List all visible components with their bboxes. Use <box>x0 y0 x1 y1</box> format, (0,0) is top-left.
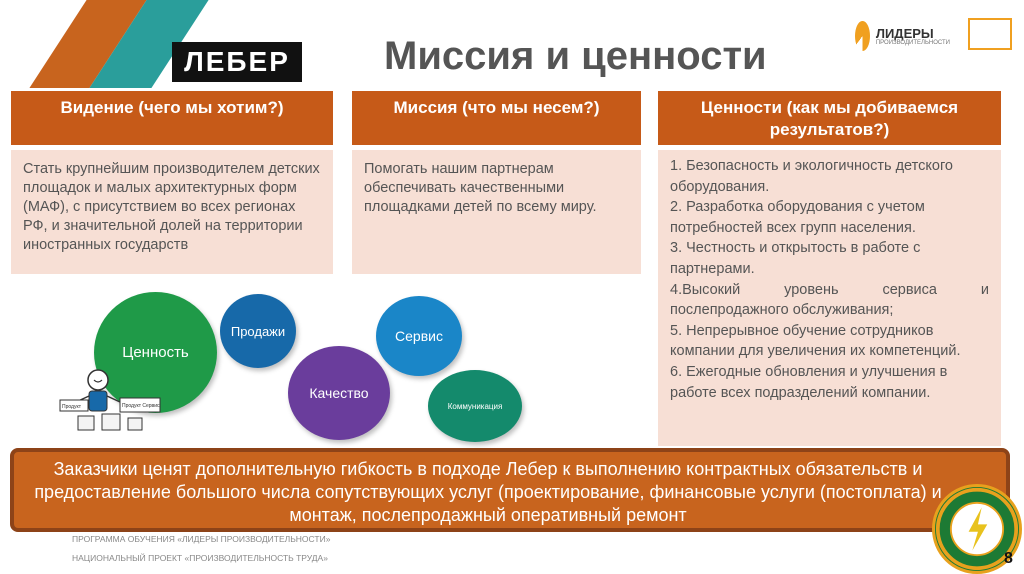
values-item: 6. Ежегодные обновления и улучшения в работе всех подразделений компании. <box>670 363 948 401</box>
values-body <box>658 150 1001 446</box>
page-number: 8 <box>1004 550 1013 567</box>
mission-text: Помогать нашим партнерам обеспечивать качественными площадками детей по всему миру. <box>364 161 597 215</box>
leaders-logo-label <box>876 27 950 46</box>
box-icon <box>78 416 94 430</box>
values-item: 4.Высокий уровень сервиса и послепродажного обслуживания; <box>670 281 989 319</box>
vision-body <box>11 150 333 274</box>
communication-bubble-label: Коммуникация <box>447 401 503 411</box>
mission-title: Миссия (что мы несем?) <box>393 98 600 117</box>
national-project-badge <box>968 18 1012 50</box>
values-item: 5. Непрерывное обучение сотрудников компании для увеличения их компетенций. <box>670 322 961 360</box>
page-title: Миссия и ценности <box>384 34 767 78</box>
leaders-logo-icon <box>855 21 870 51</box>
mission-header <box>352 91 641 145</box>
customer-value-banner <box>10 448 1010 532</box>
value-bubble-label: Ценность <box>122 344 189 361</box>
leaders-logo <box>855 18 950 54</box>
footer-program-line: ПРОГРАММА ОБУЧЕНИЯ «ЛИДЕРЫ ПРОИЗВОДИТЕЛЬНОСТИ» <box>72 534 331 544</box>
communication-bubble <box>428 370 522 442</box>
figure-head <box>88 370 108 390</box>
leber-logo <box>172 42 302 82</box>
service-bubble-label: Сервис <box>395 328 443 344</box>
values-item: 1. Безопасность и экологичность детского оборудования. <box>670 158 953 195</box>
vision-text: Стать крупнейшим производителем детских площадок и малых архитектурных форм (МАФ), с присутствием во всех регионах РФ, и значительной долей на территории иностранных государств <box>23 161 320 253</box>
mission-body <box>352 150 641 274</box>
footer-project-line: НАЦИОНАЛЬНЫЙ ПРОЕКТ «ПРОИЗВОДИТЕЛЬНОСТЬ ТРУДА» <box>72 553 328 563</box>
box-icon <box>128 418 142 430</box>
leaders-logo-subtext: ПРОИЗВОДИТЕЛЬНОСТИ <box>875 39 950 46</box>
quality-bubble-label: Качество <box>309 385 369 401</box>
values-item: 3. Честность и открытость в работе с партнерами. <box>670 240 921 277</box>
figure-body <box>89 391 107 411</box>
vision-header <box>11 91 333 145</box>
leber-logo-text: ЛЕБЕР <box>184 46 290 77</box>
sign-right-text: Продукт Сервис <box>122 403 160 409</box>
box-icon <box>102 414 120 430</box>
vision-title: Видение (чего мы хотим?) <box>60 98 284 117</box>
values-item: 2. Разработка оборудования с учетом потребностей всех групп населения. <box>670 199 925 236</box>
leaders-logo-text: ЛИДЕРЫ <box>875 25 934 41</box>
person-with-boxes-illustration <box>58 366 166 438</box>
quality-bubble <box>288 346 390 440</box>
values-title: Ценности (как мы добиваемся результатов?) <box>700 98 959 139</box>
banner-text: Заказчики ценят дополнительную гибкость в подходе Лебер к выполнению контрактных обязательств и предоставление большого числа сопутствующих услуг (проектирование, финансовые услуги (постоплата) и монтаж, послепродажный оперативный ремонт <box>34 459 942 525</box>
sign-left-text: Продукт <box>62 404 81 410</box>
values-header <box>658 91 1001 145</box>
service-bubble <box>376 296 462 376</box>
sales-bubble-label: Продажи <box>230 323 286 339</box>
sales-bubble <box>220 294 296 368</box>
